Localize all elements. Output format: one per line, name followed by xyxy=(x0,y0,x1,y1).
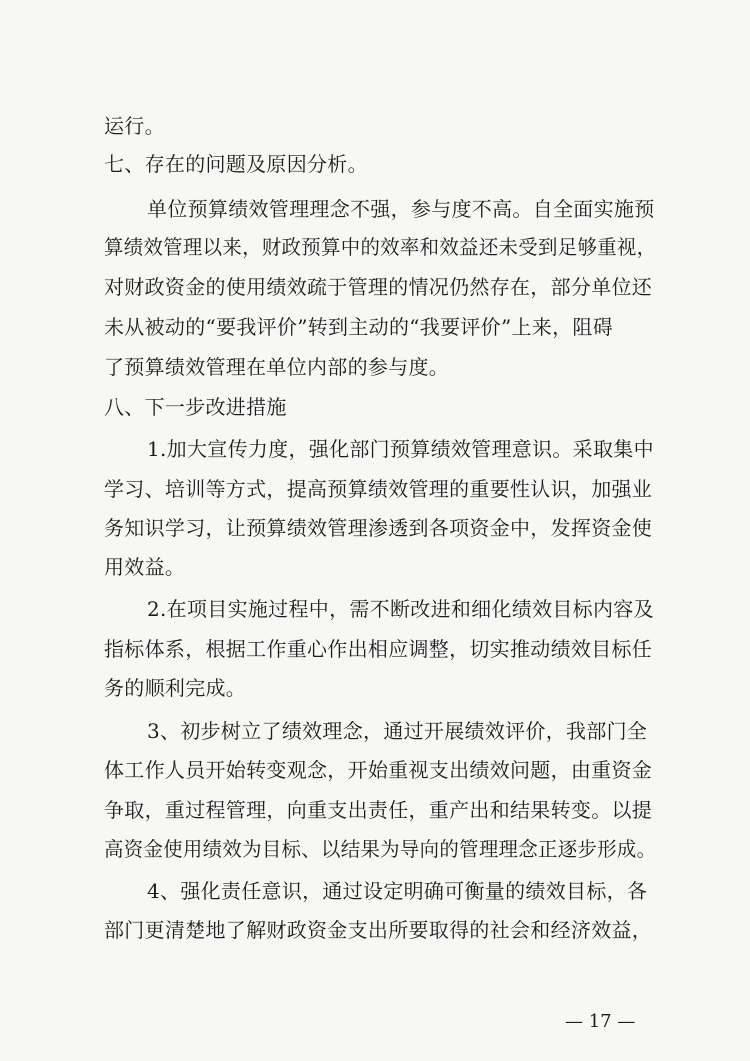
text-line: 3、初步树立了绩效理念，通过开展绩效评价，我部门全 xyxy=(147,719,648,743)
text-line: 了预算绩效管理在单位内部的参与度。 xyxy=(104,355,450,379)
text-line: 务知识学习，让预算绩效管理渗透到各项资金中，发挥资金使 xyxy=(104,516,653,540)
text-line: 单位预算绩效管理理念不强，参与度不高。自全面实施预 xyxy=(147,197,655,221)
page-number: — 17 — xyxy=(565,1011,636,1032)
text-line: 对财政资金的使用绩效疏于管理的情况仍然存在，部分单位还 xyxy=(104,275,653,299)
text-line: 争取，重过程管理，向重支出责任，重产出和结果转变。以提 xyxy=(104,798,653,822)
text-line: 高资金使用绩效为目标、以结果为导向的管理理念正逐步形成。 xyxy=(104,837,657,861)
text-line: 用效益。 xyxy=(104,555,186,579)
section-heading-7: 七、存在的问题及原因分析。 xyxy=(104,152,368,176)
section-heading-8: 八、下一步改进措施 xyxy=(104,395,287,419)
text-line: 算绩效管理以来，财政预算中的效率和效益还未受到足够重视， xyxy=(104,235,657,259)
text-line: 运行。 xyxy=(104,114,165,138)
text-line: 4、强化责任意识，通过设定明确可衡量的绩效目标，各 xyxy=(147,879,648,903)
text-line: 务的顺利完成。 xyxy=(104,676,247,700)
text-line: 1.加大宣传力度，强化部门预算绩效管理意识。采取集中 xyxy=(147,437,654,461)
text-line: 指标体系，根据工作重心作出相应调整，切实推动绩效目标任 xyxy=(104,637,653,661)
text-line: 未从被动的“要我评价”转到主动的“我要评价”上来，阻碍 xyxy=(104,315,613,339)
text-line: 部门更清楚地了解财政资金支出所要取得的社会和经济效益， xyxy=(104,918,653,942)
text-line: 2.在项目实施过程中，需不断改进和细化绩效目标内容及 xyxy=(147,597,654,621)
text-line: 体工作人员开始转变观念，开始重视支出绩效问题，由重资金 xyxy=(104,758,653,782)
text-line: 学习、培训等方式，提高预算绩效管理的重要性认识，加强业 xyxy=(104,477,653,501)
